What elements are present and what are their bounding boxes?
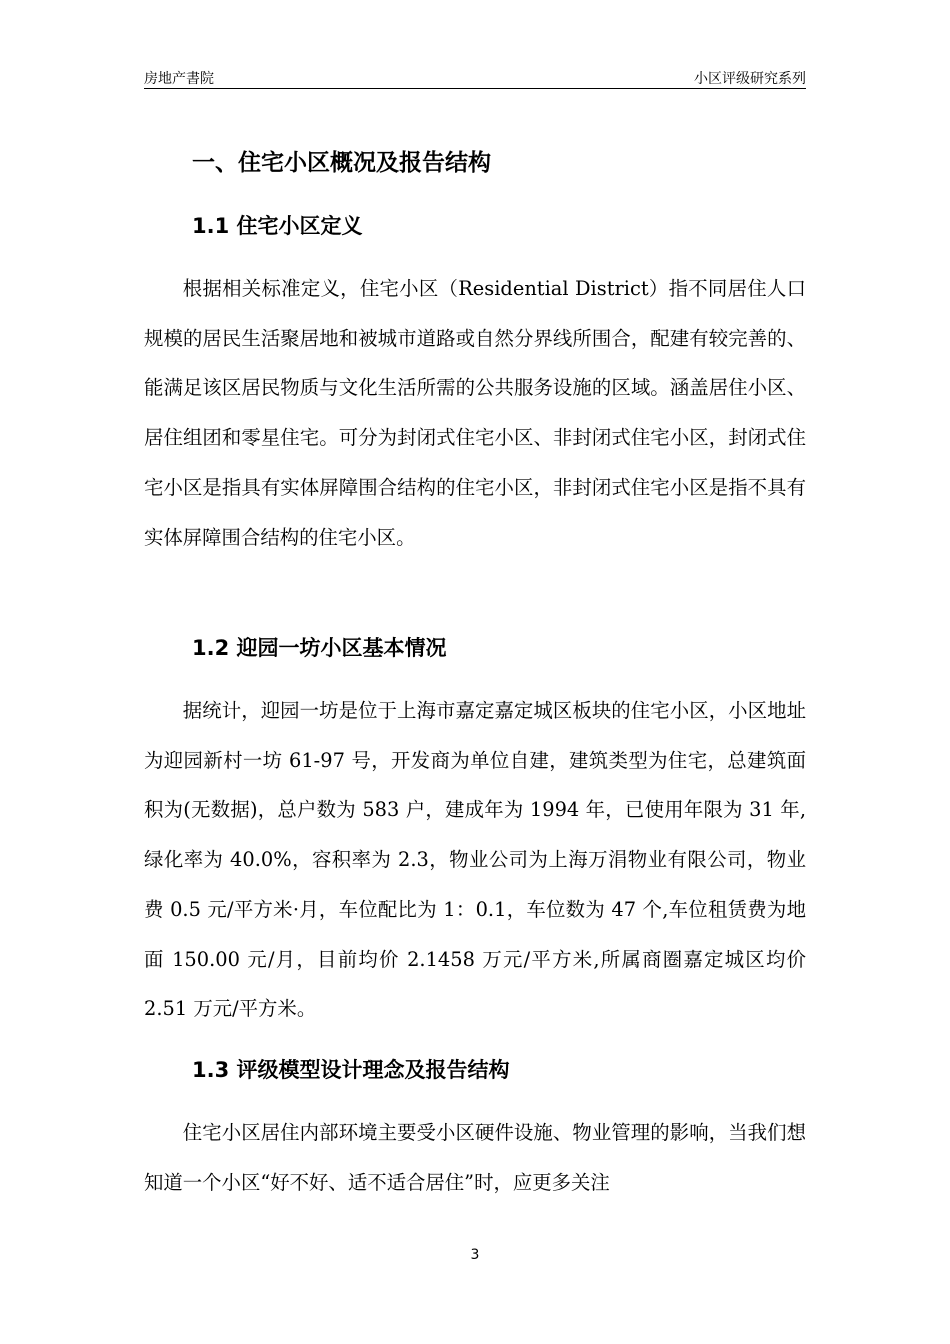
chapter-title: 一、住宅小区概况及报告结构 bbox=[192, 150, 491, 176]
section-body-1-1: 根据相关标准定义，住宅小区（Residential District）指不同居住人口规模的居民生活聚居地和被城市道路或自然分界线所围合，配建有较完善的、能满足该区居民物质与文化生活所需的公共服务设施的区域。涵盖居住小区、居住组团和零星住宅。可分为封闭式住宅小区、非封闭式住宅小区，封闭式住宅小区是指具有实体屏障围合结构的住宅小区，非封闭式住宅小区是指不具有实体屏障围合结构的住宅小区。 bbox=[144, 277, 806, 549]
section-title-1-3: 1.3 评级模型设计理念及报告结构 bbox=[192, 1058, 510, 1082]
page-header bbox=[144, 66, 806, 89]
section-title-1-2: 1.2 迎园一坊小区基本情况 bbox=[192, 636, 447, 660]
section-body-1-3: 住宅小区居住内部环境主要受小区硬件设施、物业管理的影响，当我们想知道一个小区“好不好、适不适合居住”时，应更多关注 bbox=[144, 1121, 806, 1194]
header-publisher: 房地产書院 bbox=[144, 71, 214, 87]
section-title-1-1: 1.1 住宅小区定义 bbox=[192, 214, 363, 238]
page-number: 3 bbox=[470, 1247, 480, 1263]
section-body-1-2: 据统计，迎园一坊是位于上海市嘉定嘉定城区板块的住宅小区，小区地址为迎园新村一坊 61-97 号，开发商为单位自建，建筑类型为住宅，总建筑面积为(无数据)，总户数为 583 户，建成年为 1994 年，已使用年限为 31 年,绿化率为 40.0%，容积率为 2.3，物业公司为上海万涓物业有限公司，物业费 0.5 元/平方米·月，车位配比为 1：0.1，车位数为 47 个,车位租赁费为地面 150.00 元/月，目前均价 2.1458 万元/平方米,所属商圈嘉定城区均价 2.51 万元/平方米。 bbox=[144, 699, 806, 1021]
header-series: 小区评级研究系列 bbox=[694, 71, 806, 87]
